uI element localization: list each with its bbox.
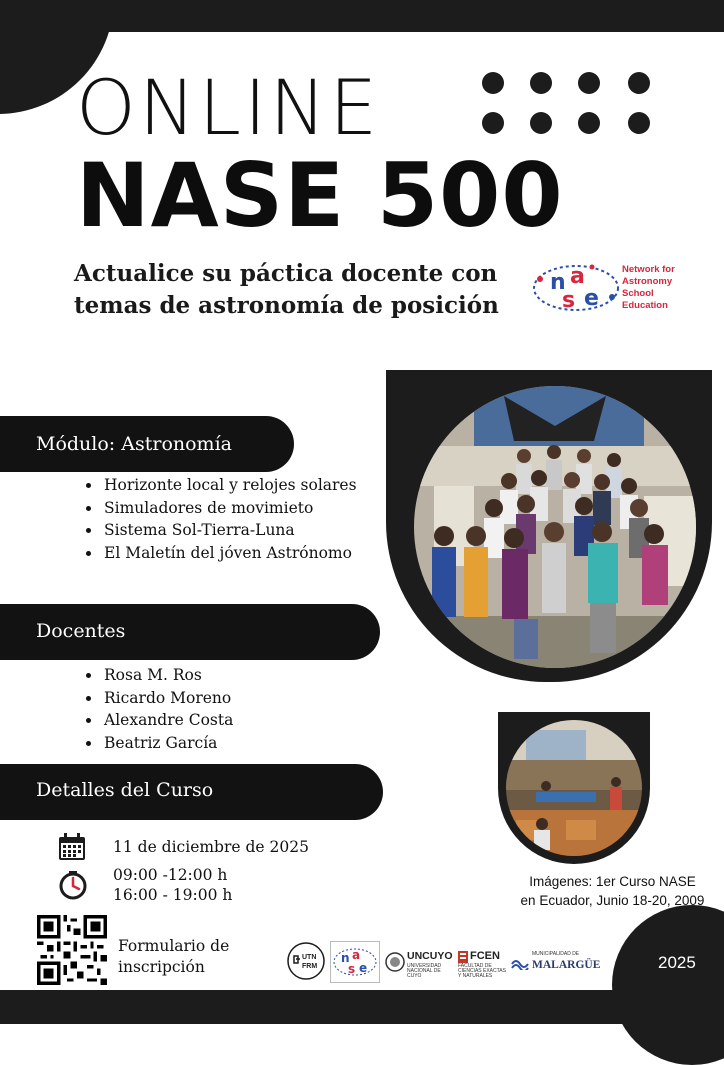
nase-tagline-line: Education	[622, 300, 668, 311]
fcen-emblem-icon	[458, 951, 468, 963]
group-photo-large	[414, 386, 696, 668]
list-item: • El Maletín del jóven Astrónomo	[102, 542, 357, 565]
section-heading-docentes	[0, 604, 380, 660]
form-label-line: Formulario de	[118, 937, 230, 955]
corner-decoration-bottom-right	[612, 905, 724, 1065]
uncuyo-text: UNCUYO	[407, 950, 453, 962]
docentes-list	[84, 664, 233, 754]
utn-logo	[286, 941, 326, 981]
list-item: • Beatriz García	[102, 732, 233, 755]
list-item: • Ricardo Moreno	[102, 687, 233, 710]
uncuyo-subtext: UNIVERSIDAD NACIONAL DE CUYO	[407, 963, 442, 979]
form-label-line: inscripción	[118, 958, 205, 976]
classroom-photo-small	[506, 720, 642, 856]
nase-tagline-line: Network for	[622, 264, 675, 275]
uncuyo-emblem-icon	[385, 952, 405, 972]
nase-small-letter: s	[348, 962, 356, 976]
title-online: ONLINE	[76, 63, 381, 152]
subtitle-line-1: Actualice su páctica docente con	[74, 260, 498, 287]
bottom-bar	[0, 990, 724, 1024]
qr-code[interactable]	[37, 915, 107, 985]
nase-tagline	[622, 264, 712, 312]
list-item: • Horizonte local y relojes solares	[102, 474, 357, 497]
footer-year: 2025	[658, 953, 696, 972]
uncuyo-logo	[385, 950, 455, 979]
malargue-top-text: MUNICIPALIDAD DE	[532, 951, 580, 957]
docentes-heading-text: Docentes	[36, 620, 126, 642]
list-item: • Rosa M. Ros	[102, 664, 233, 687]
list-item: • Alexandre Costa	[102, 709, 233, 732]
nase-small-letter: e	[359, 961, 368, 975]
fcen-subtext: FACULTAD DE CIENCIAS EXACTAS Y NATURALES	[458, 963, 506, 979]
calendar-icon	[57, 832, 87, 862]
course-date: 11 de diciembre de 2025	[113, 838, 309, 856]
caption-line: en Ecuador, Junio 18-20, 2009	[520, 893, 705, 908]
list-item: • Simuladores de movimieto	[102, 497, 357, 520]
course-time-afternoon: 16:00 - 19:00 h	[113, 886, 233, 904]
nase-logo-letter-n: n	[550, 270, 566, 295]
clock-icon	[58, 870, 88, 900]
section-heading-modulo	[0, 416, 294, 472]
nase-tagline-line: Astronomy	[622, 276, 673, 287]
modulo-heading-text: Módulo: Astronomía	[36, 433, 232, 455]
utn-logo-text: UTN	[302, 954, 317, 961]
modulo-list	[84, 474, 357, 564]
fcen-text: FCEN	[470, 950, 500, 962]
title-nase-500: NASE 500	[76, 144, 564, 247]
nase-logo-small	[330, 941, 380, 983]
nase-small-letter: a	[352, 948, 361, 962]
malargue-logo	[511, 950, 603, 976]
caption-line: Imágenes: 1er Curso NASE	[529, 874, 696, 889]
dot-grid-decoration	[482, 72, 652, 136]
subtitle	[74, 258, 499, 322]
nase-logo-letter-a: a	[570, 264, 585, 289]
utn-logo-text: FRM	[302, 963, 318, 970]
malargue-text: MALARGÜE	[532, 959, 601, 971]
nase-small-letter: n	[341, 951, 350, 965]
list-item: • Sistema Sol-Tierra-Luna	[102, 519, 357, 542]
section-heading-detalles	[0, 764, 383, 820]
nase-logo-letter-s: s	[562, 288, 576, 313]
registration-form-label[interactable]	[118, 936, 229, 978]
nase-logo-letter-e: e	[584, 286, 599, 311]
subtitle-line-2: temas de astronomía de posición	[74, 292, 499, 319]
malargue-wave-icon	[511, 956, 529, 970]
nase-tagline-line: School	[622, 288, 654, 299]
detalles-heading-text: Detalles del Curso	[36, 779, 214, 801]
nase-logo	[532, 259, 620, 317]
fcen-logo	[458, 950, 508, 979]
course-time-morning: 09:00 -12:00 h	[113, 866, 228, 884]
